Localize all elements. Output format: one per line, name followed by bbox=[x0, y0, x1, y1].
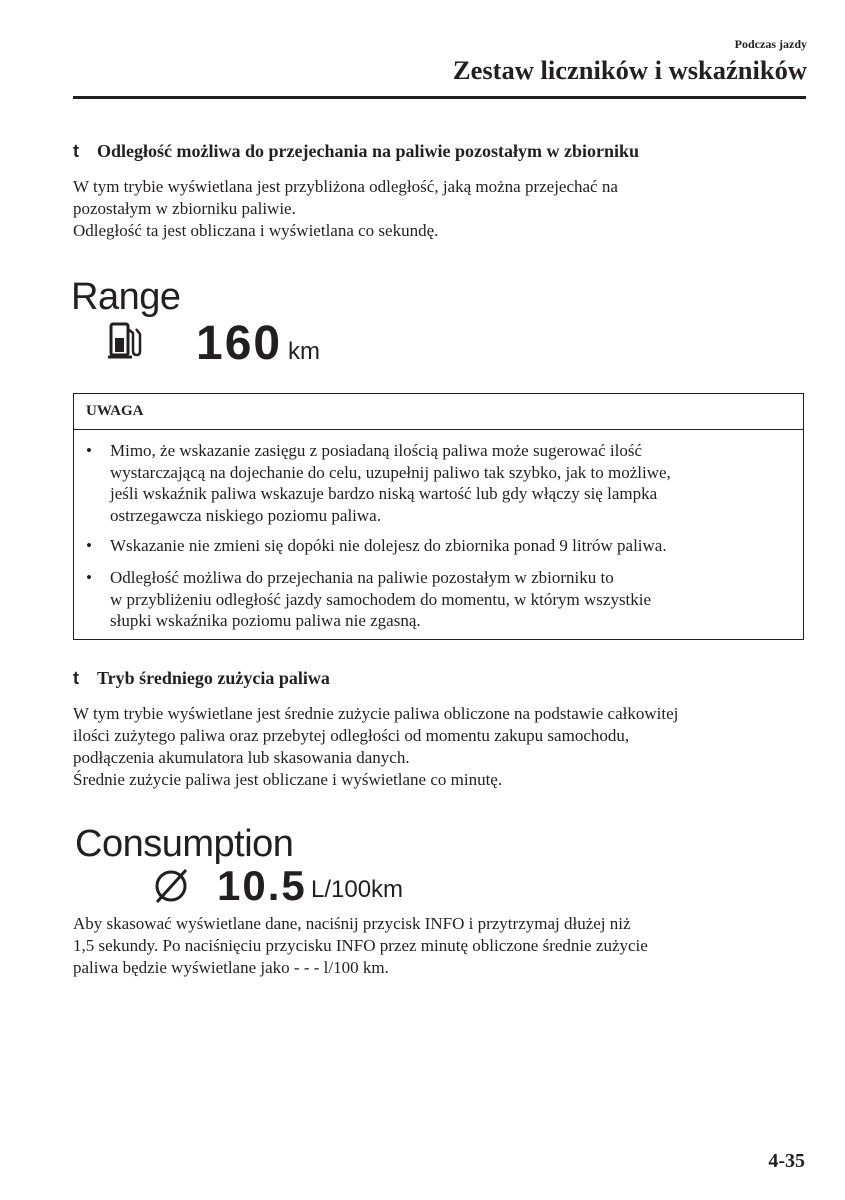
range-paragraph-line: pozostałym w zbiorniku paliwie. bbox=[73, 199, 296, 218]
note-title: UWAGA bbox=[74, 394, 803, 430]
fuel-pump-icon bbox=[107, 320, 147, 364]
note-line: ostrzegawcza niskiego poziomu paliwa. bbox=[110, 505, 381, 525]
note-line: w przybliżeniu odległość jazdy samochodem do momentu, w którym wszystkie bbox=[110, 589, 652, 609]
note-item bbox=[86, 440, 786, 526]
consumption-paragraph-line: podłączenia akumulatora lub skasowania danych. bbox=[73, 748, 410, 767]
note-item-text bbox=[110, 535, 786, 557]
consumption-paragraph bbox=[73, 703, 803, 791]
bullet: • bbox=[86, 441, 92, 460]
reset-paragraph bbox=[73, 913, 803, 979]
reset-paragraph-line: paliwa będzie wyświetlane jako - - - l/100 km. bbox=[73, 958, 389, 977]
reset-paragraph-line: Aby skasować wyświetlane dane, naciśnij przycisk INFO i przytrzymaj dłużej niż bbox=[73, 914, 631, 933]
note-box bbox=[73, 393, 804, 640]
consumption-display-label: Consumption bbox=[75, 823, 294, 865]
header-rule bbox=[73, 96, 806, 99]
chapter-title: Zestaw liczników i wskaźników bbox=[452, 55, 807, 85]
note-item bbox=[86, 567, 786, 632]
consumption-paragraph-line: Średnie zużycie paliwa jest obliczane i wyświetlane co minutę. bbox=[73, 770, 503, 789]
reset-paragraph-line: 1,5 sekundy. Po naciśnięciu przycisku INFO przez minutę obliczone średnie zużycie bbox=[73, 936, 648, 955]
consumption-paragraph-line: ilości zużytego paliwa oraz przebytej odległości od momentu zakupu samochodu, bbox=[73, 726, 630, 745]
range-paragraph-line: W tym trybie wyświetlana jest przybliżona odległość, jaką można przejechać na bbox=[73, 177, 618, 196]
bullet: • bbox=[86, 568, 92, 587]
section-marker: t bbox=[73, 668, 79, 688]
note-item-text bbox=[110, 567, 786, 632]
range-display-label: Range bbox=[71, 276, 181, 318]
range-heading bbox=[73, 141, 639, 162]
note-line: wystarczającą na dojechanie do celu, uzupełnij paliwo tak szybko, jak to możliwe, bbox=[110, 462, 671, 482]
range-value: 160 bbox=[196, 317, 283, 370]
page-number: 4-35 bbox=[768, 1150, 805, 1172]
note-line: Mimo, że wskazanie zasięgu z posiadaną ilością paliwa może sugerować ilość bbox=[110, 441, 642, 460]
consumption-heading-text: Tryb średniego zużycia paliwa bbox=[97, 668, 330, 688]
note-line: jeśli wskaźnik paliwa wskazuje bardzo niską wartość lub gdy włączy się lampka bbox=[110, 484, 658, 503]
average-symbol-icon bbox=[151, 866, 191, 906]
note-line: Wskazanie nie zmieni się dopóki nie dolejesz do zbiornika ponad 9 litrów paliwa. bbox=[110, 536, 667, 555]
consumption-value: 10.5 bbox=[217, 862, 307, 909]
range-paragraph bbox=[73, 176, 803, 242]
note-item bbox=[86, 535, 786, 557]
range-paragraph-line: Odległość ta jest obliczana i wyświetlana co sekundę. bbox=[73, 221, 439, 240]
section-label: Podczas jazdy bbox=[734, 37, 807, 51]
consumption-unit: L/100km bbox=[311, 876, 404, 903]
range-unit: km bbox=[288, 338, 320, 365]
note-line: Odległość możliwa do przejechania na paliwie pozostałym w zbiorniku to bbox=[110, 568, 614, 587]
consumption-heading bbox=[73, 668, 330, 689]
note-line: słupki wskaźnika poziomu paliwa nie zgasną. bbox=[110, 611, 421, 630]
section-marker: t bbox=[73, 141, 79, 161]
bullet: • bbox=[86, 536, 92, 555]
consumption-paragraph-line: W tym trybie wyświetlane jest średnie zużycie paliwa obliczone na podstawie całkowitej bbox=[73, 704, 679, 723]
range-heading-text: Odległość możliwa do przejechania na paliwie pozostałym w zbiorniku bbox=[97, 141, 639, 161]
note-item-text bbox=[110, 440, 786, 526]
